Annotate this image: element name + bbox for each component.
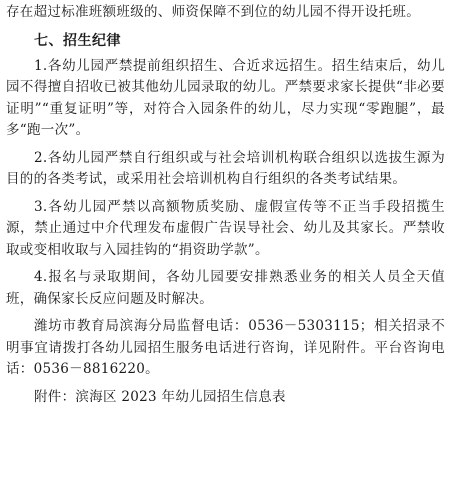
section-heading-enrollment-discipline: 七、招生纪律 [34,32,121,49]
discipline-item-4: 4.报名与录取期间，各幼儿园要安排熟悉业务的相关人员全天值班，确保家长反应问题及时解决。 [6,269,445,307]
attachment-line: 附件：滨海区 2023 年幼儿园招生信息表 [34,388,286,405]
discipline-item-1: 1.各幼儿园严禁提前组织招生、合近求远招生。招生结束后，幼儿园不得擅自招收已被其他幼儿园录取的幼儿。严禁要求家长提供“非必要证明”“重复证明”等，对符合入园条件的幼儿，尽力实现“零跑腿”，最多“跑一次”。 [6,57,445,138]
discipline-item-3: 3.各幼儿园严禁以高额物质奖励、虚假宣传等不正当手段招揽生源，禁止通过中介代理发布虚假广告误导社会、幼儿及其家长。严禁收取或变相收取与入园挂钩的“捐资助学款”。 [6,198,445,258]
intro-continuation-paragraph: 存在超过标准班额班级的、师资保障不到位的幼儿园不得开设托班。 [6,4,420,20]
contact-paragraph: 潍坊市教育局滨海分局监督电话：0536－5303115；相关招录不明事宜请拨打各幼儿园招生服务电话进行咨询，详见附件。平台咨询电话：0536－8816220。 [6,318,445,377]
discipline-item-2: 2.各幼儿园严禁自行组织或与社会培训机构联合组织以选拔生源为目的的各类考试，或采用社会培训机构自行组织的各类考试结果。 [6,149,445,187]
